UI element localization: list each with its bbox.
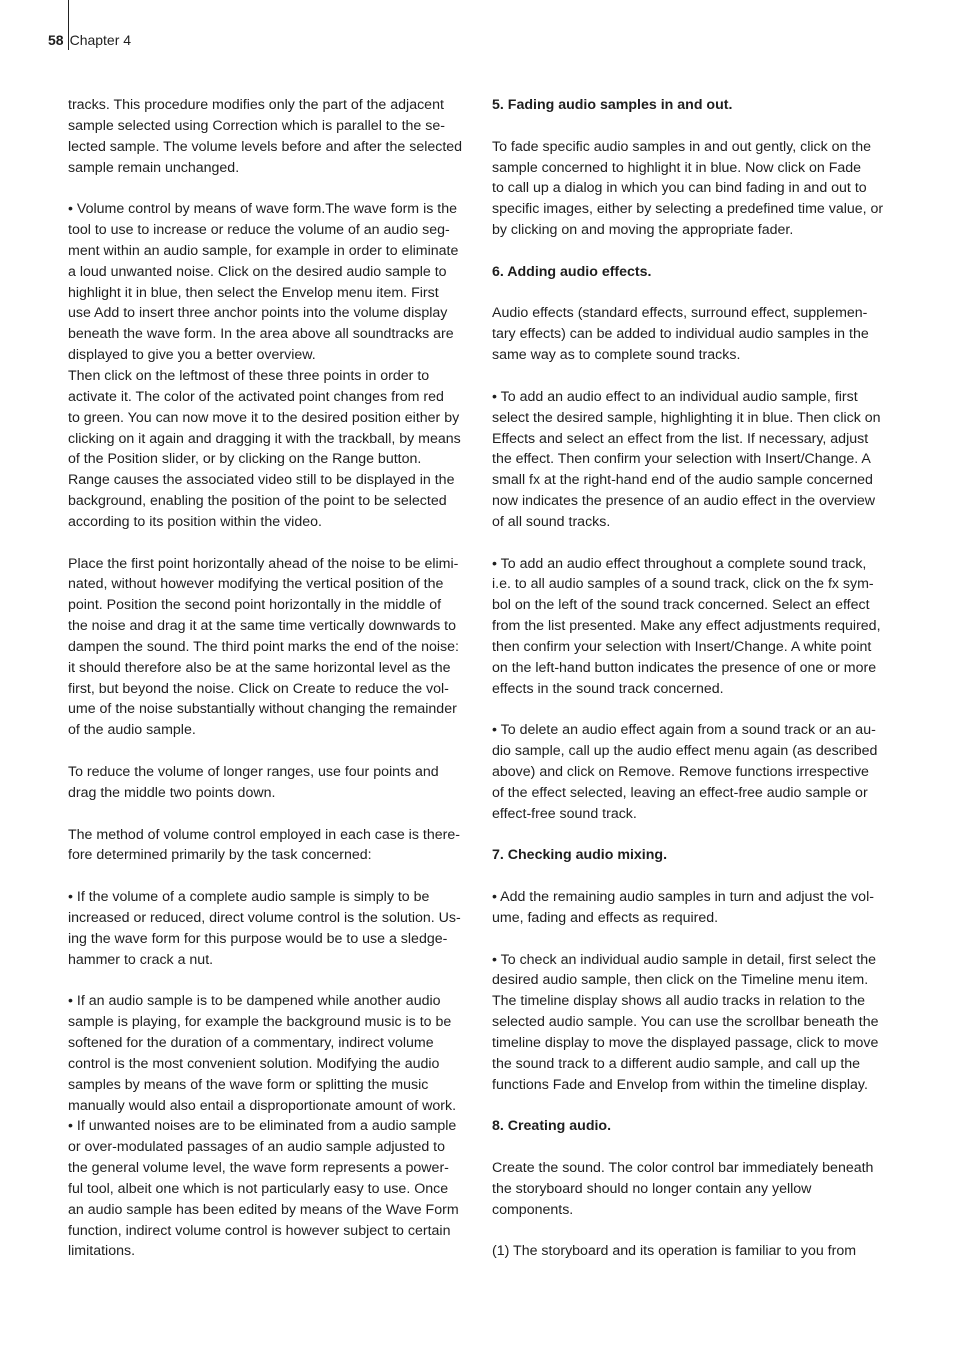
text-line: dampen the sound. The third point marks the end of the noise: [68, 638, 459, 655]
paragraph-gap [492, 825, 904, 846]
paragraph-gap [68, 178, 480, 199]
paragraph-gap [492, 241, 904, 262]
text-line: Effects and select an effect from the list. If necessary, adjust [492, 430, 869, 447]
text-line: softened for the duration of a commentary, indirect volume [68, 1034, 434, 1051]
text-line: Audio effects (standard effects, surround effect, supplemen- [492, 305, 868, 322]
paragraph-gap [68, 970, 480, 991]
text-line: manually would also entail a disproportionate amount of work. [68, 1097, 457, 1114]
text-line: specific images, either by selecting a predefined time value, or [492, 201, 884, 218]
text-line: function, indirect volume control is however subject to certain [68, 1222, 451, 1239]
text-line: it should therefore also be at the same horizontal level as the [68, 659, 451, 676]
text-line: • Volume control by means of wave form.The wave form is the [68, 201, 457, 218]
page-number: 58 [48, 32, 64, 48]
chapter-label: Chapter 4 [69, 32, 132, 48]
text-line: sample remain unchanged. [68, 159, 240, 176]
text-line: point. Position the second point horizontally in the middle of [68, 597, 442, 614]
text-line: according to its position within the video. [68, 513, 322, 530]
text-line: nated, without however modifying the vertical position of the [68, 576, 444, 593]
paragraph-gap [492, 283, 904, 304]
text-line: then confirm your selection with Insert/Change. A white point [492, 638, 872, 655]
text-line: The method of volume control employed in each case is there- [68, 826, 460, 843]
text-line: effect-free sound track. [492, 805, 637, 822]
right-column [492, 95, 904, 1262]
text-line: the general volume level, the wave form represents a power- [68, 1160, 449, 1177]
text-line: • To add an audio effect to an individual audio sample, first [492, 388, 858, 405]
text-line: hammer to crack a nut. [68, 951, 214, 968]
text-line: sample is playing, for example the background music is to be [68, 1014, 452, 1031]
text-line: of the effect selected, leaving an effect-free audio sample or [492, 784, 868, 801]
text-line: • If unwanted noises are to be eliminated from a audio sample [68, 1118, 457, 1135]
paragraph-gap [68, 866, 480, 887]
text-line: • To check an individual audio sample in detail, first select the [492, 951, 877, 968]
text-line: ful tool, albeit one which is not particularly easy to use. Once [68, 1180, 449, 1197]
paragraph-gap [68, 533, 480, 554]
text-line: • If the volume of a complete audio sample is simply to be [68, 889, 430, 906]
text-line: the sound track to a different audio sample, and call up the [492, 1055, 861, 1072]
text-line: use Add to insert three anchor points into the volume display [68, 305, 448, 322]
paragraph-gap [68, 804, 480, 825]
paragraph-gap [492, 866, 904, 887]
text-line: to green. You can now move it to the desired position either by [68, 409, 460, 426]
text-line: desired audio sample, then click on the Timeline menu item. [492, 972, 869, 989]
text-line: activate it. The color of the activated point changes from red [68, 388, 444, 405]
text-line: a loud unwanted noise. Click on the desired audio sample to [68, 263, 447, 280]
text-line: • If an audio sample is to be dampened while another audio [68, 993, 441, 1010]
text-line: select the desired sample, highlighting it in blue. Then click on [492, 409, 881, 426]
text-line: an audio sample has been edited by means of the Wave Form [68, 1201, 459, 1218]
text-line: dio sample, call up the audio effect menu again (as described [492, 743, 878, 760]
text-line: of all sound tracks. [492, 513, 611, 530]
section-heading: 8. Creating audio. [492, 1118, 612, 1135]
text-line: effects in the sound track concerned. [492, 680, 724, 697]
paragraph-gap [492, 116, 904, 137]
text-line: ume, fading and effects as required. [492, 909, 719, 926]
text-line: • Add the remaining audio samples in turn and adjust the vol- [492, 889, 874, 906]
page-header [48, 31, 131, 49]
text-line: control is the most convenient solution. Modifying the audio [68, 1055, 440, 1072]
text-line: same way as to complete sound tracks. [492, 347, 741, 364]
text-line: highlight it in blue, then select the Envelop menu item. First [68, 284, 439, 301]
text-line: sample selected using Correction which is parallel to the se- [68, 117, 445, 134]
text-line: functions Fade and Envelop from within the timeline display. [492, 1076, 868, 1093]
section-heading: 6. Adding audio effects. [492, 263, 652, 280]
text-line: drag the middle two points down. [68, 784, 276, 801]
text-line: displayed to give you a better overview. [68, 347, 316, 364]
text-line: from the list presented. Make any effect adjustments required, [492, 618, 881, 635]
text-line: ment within an audio sample, for example in order to eliminate [68, 242, 459, 259]
text-line: background, enabling the position of the point to be selected [68, 493, 447, 510]
text-line: Then click on the leftmost of these three points in order to [68, 367, 430, 384]
text-line: tracks. This procedure modifies only the part of the adjacent [68, 97, 444, 113]
text-line: the effect. Then confirm your selection with Insert/Change. A [492, 451, 871, 468]
text-line: by clicking on and moving the appropriate fader. [492, 222, 794, 239]
text-line: small fx at the right-hand end of the audio sample concerned [492, 472, 873, 489]
text-line: lected sample. The volume levels before and after the selected [68, 138, 463, 155]
text-line: the storyboard should no longer contain any yellow [492, 1180, 812, 1197]
text-line: • To add an audio effect throughout a complete sound track, [492, 555, 867, 572]
text-line: beneath the wave form. In the area above all soundtracks are [68, 326, 454, 343]
text-line: clicking on it again and dragging it with the trackball, by means [68, 430, 461, 447]
text-line: above) and click on Remove. Remove functions irrespective [492, 764, 869, 780]
text-line: limitations. [68, 1243, 136, 1260]
paragraph-gap [492, 366, 904, 387]
section-heading: 5. Fading audio samples in and out. [492, 97, 733, 113]
text-line: ing the wave form for this purpose would be to use a sledge- [68, 930, 448, 947]
paragraph-gap [492, 1137, 904, 1158]
paragraph-gap [492, 699, 904, 720]
text-line: on the left-hand button indicates the presence of one or more [492, 659, 877, 676]
text-line: components. [492, 1201, 574, 1218]
left-column [68, 95, 480, 1262]
paragraph-gap [68, 741, 480, 762]
text-line: or over-modulated passages of an audio sample adjusted to [68, 1139, 445, 1156]
text-line: the noise and drag it at the same time vertically downwards to [68, 618, 456, 635]
text-line: now indicates the presence of an audio effect in the overview [492, 493, 876, 510]
text-line: bol on the left of the sound track concerned. Select an effect [492, 597, 870, 614]
paragraph-gap [492, 533, 904, 554]
text-line: timeline display to move the displayed passage, click to move [492, 1034, 879, 1051]
text-line: to call up a dialog in which you can bind fading in and out to [492, 180, 867, 197]
text-line: i.e. to all audio samples of a sound track, click on the fx sym- [492, 576, 874, 593]
text-line: increased or reduced, direct volume control is the solution. Us- [68, 909, 461, 926]
text-line: selected audio sample. You can use the scrollbar beneath the [492, 1014, 879, 1031]
text-line: Range causes the associated video still to be displayed in the [68, 472, 455, 489]
text-line: ume of the noise substantially without changing the remainder [68, 701, 457, 718]
text-line: Create the sound. The color control bar immediately beneath [492, 1160, 874, 1177]
text-line: sample concerned to highlight it in blue. Now click on Fade [492, 159, 862, 176]
section-heading: 7. Checking audio mixing. [492, 847, 668, 864]
paragraph-gap [492, 1096, 904, 1117]
text-line: tary effects) can be added to individual audio samples in the [492, 326, 869, 343]
text-line: first, but beyond the noise. Click on Create to reduce the vol- [68, 680, 449, 697]
text-line: • To delete an audio effect again from a sound track or an au- [492, 722, 876, 739]
text-line: fore determined primarily by the task concerned: [68, 847, 372, 864]
text-line: The timeline display shows all audio tracks in relation to the [492, 993, 866, 1010]
text-line: Place the first point horizontally ahead of the noise to be elimi- [68, 555, 459, 572]
text-line: samples by means of the wave form or splitting the music [68, 1076, 429, 1093]
text-line: of the audio sample. [68, 722, 196, 739]
text-line: tool to use to increase or reduce the volume of an audio seg- [68, 222, 450, 239]
text-line: To fade specific audio samples in and out gently, click on the [492, 138, 872, 155]
text-line: To reduce the volume of longer ranges, use four points and [68, 764, 439, 780]
text-line: of the Position slider, or by clicking on the Range button. [68, 451, 422, 468]
text-line: (1) The storyboard and its operation is familiar to you from [492, 1243, 857, 1260]
paragraph-gap [492, 1221, 904, 1242]
paragraph-gap [492, 929, 904, 950]
